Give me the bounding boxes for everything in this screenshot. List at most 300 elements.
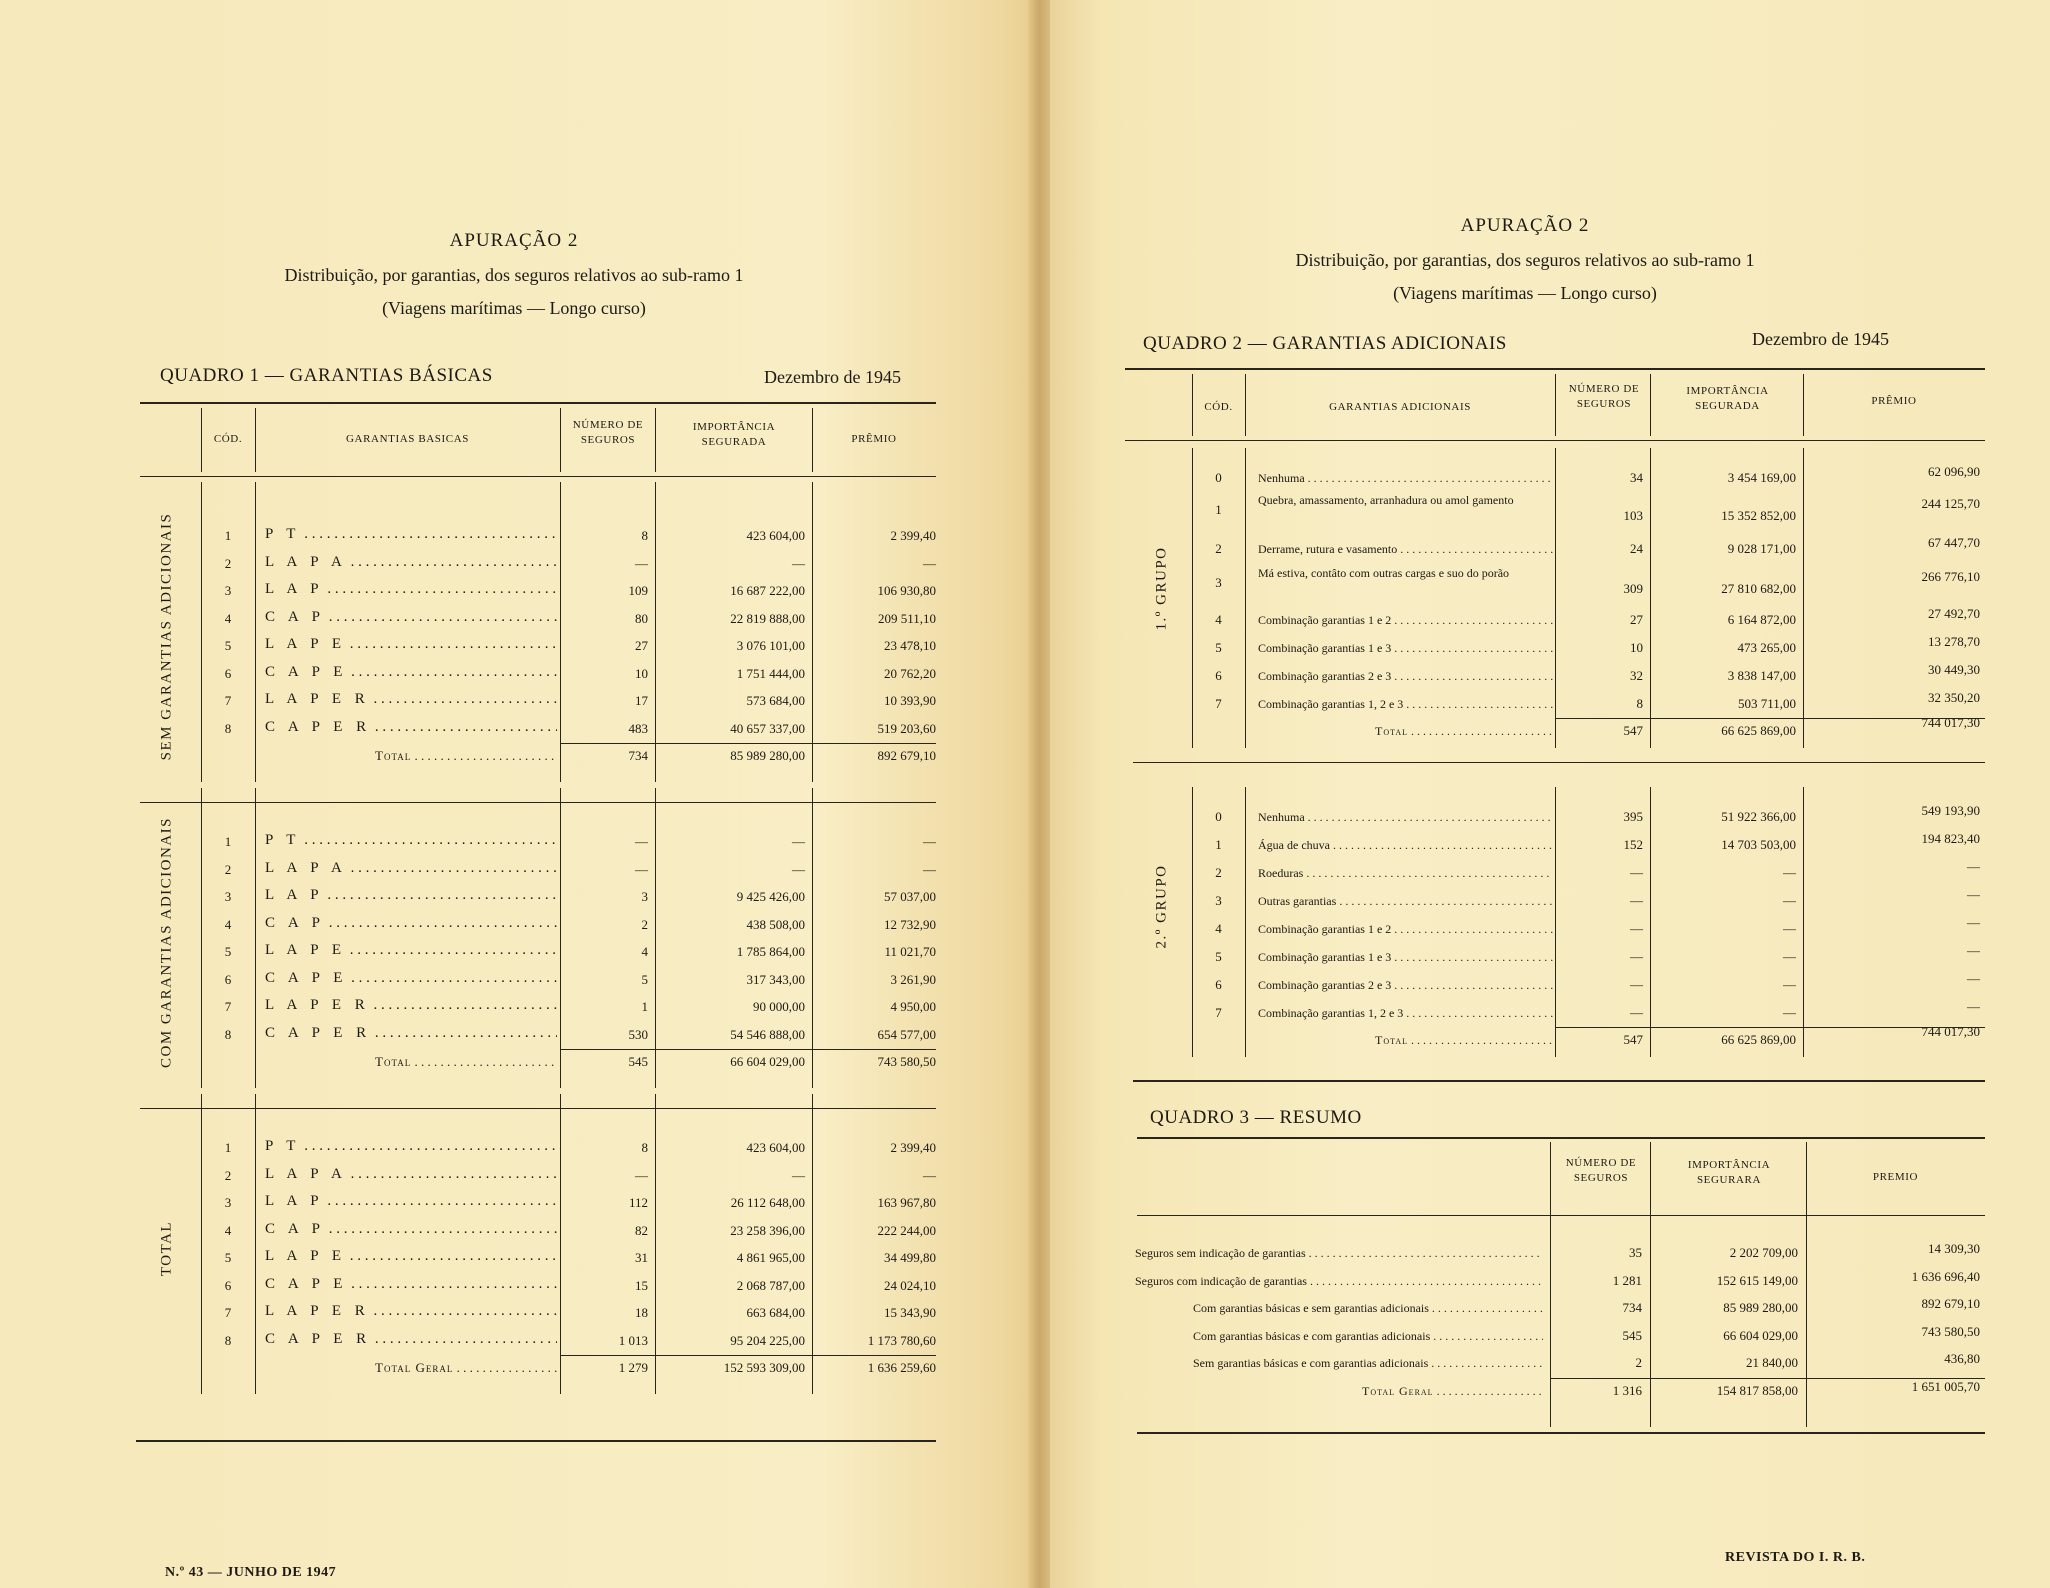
- row-premio: 27 492,70: [1928, 606, 1980, 621]
- col-header-cod: CÓD.: [1204, 401, 1233, 413]
- column-rule: [255, 482, 256, 782]
- row-garantia: L A P E . . .: [265, 1248, 557, 1264]
- summary-row-premio: 14 309,30: [1928, 1241, 1980, 1256]
- row-numero: —: [1630, 865, 1643, 880]
- table-title: QUADRO 2 — GARANTIAS ADICIONAIS: [1143, 333, 1507, 354]
- row-importancia: —: [792, 1167, 805, 1183]
- total-label: Total . . .: [375, 748, 557, 764]
- row-numero: 18: [635, 1305, 648, 1320]
- summary-total-numero: 1 316: [1612, 1383, 1642, 1398]
- summary-total-premio: 1 651 005,70: [1911, 1379, 1980, 1394]
- col-header-numero: NÚMERO DE SEGUROS: [572, 419, 644, 446]
- row-numero: 2: [641, 916, 648, 932]
- summary-row-importancia: 2 202 709,00: [1729, 1245, 1798, 1260]
- page-subtitle: Distribuição, por garantias, dos seguros relativos ao sub-ramo 1: [1295, 250, 1755, 270]
- column-rule: [812, 788, 813, 1088]
- summary-row-label: Com garantias básicas e sem garantias adicionais . . .: [1193, 1300, 1543, 1316]
- summary-col-premio: PREMIO: [1872, 1171, 1919, 1183]
- row-garantia: Roeduras . . .: [1258, 865, 1553, 881]
- row-garantia: C A P E R . . .: [265, 719, 557, 735]
- row-importancia: 14 703 503,00: [1721, 837, 1796, 852]
- column-rule: [560, 788, 561, 1088]
- row-numero: 1 013: [618, 1332, 648, 1348]
- row-premio: 266 776,10: [1921, 569, 1980, 584]
- row-code: 2: [1215, 541, 1222, 556]
- row-numero: 15: [635, 1277, 648, 1293]
- column-rule: [560, 1094, 561, 1394]
- row-premio: —: [1967, 971, 1980, 986]
- column-rule: [1245, 787, 1246, 1057]
- row-code: 4: [1215, 921, 1222, 936]
- row-premio: 4 950,00: [890, 999, 936, 1014]
- row-code: 1: [224, 834, 232, 849]
- row-code: 0: [1215, 470, 1222, 485]
- row-garantia: Má estiva, contâto com outras cargas e suo do porão: [1258, 566, 1510, 580]
- table-top-rule: [140, 402, 936, 404]
- col-header-garantias: GARANTIAS BASICAS: [346, 433, 469, 445]
- row-code: 1: [1215, 502, 1222, 517]
- summary-row-numero: 2: [1635, 1355, 1642, 1370]
- total-label: Total . . .: [1375, 723, 1553, 739]
- row-importancia: 27 810 682,00: [1721, 581, 1796, 596]
- row-code: 7: [1215, 1005, 1222, 1020]
- row-numero: —: [635, 1167, 648, 1183]
- column-rule: [201, 788, 202, 1088]
- row-numero: 1: [641, 999, 648, 1014]
- row-premio: 32 350,20: [1928, 690, 1980, 705]
- row-premio: 222 244,00: [877, 1222, 936, 1238]
- row-garantia: C A P E . . .: [265, 664, 557, 680]
- row-code: 8: [224, 1332, 232, 1348]
- total-importancia: 66 625 869,00: [1721, 1032, 1796, 1047]
- row-garantia: C A P . . .: [265, 609, 557, 625]
- row-code: 7: [224, 693, 232, 708]
- row-code: 8: [224, 1026, 232, 1042]
- row-code: 6: [224, 971, 232, 987]
- book-gutter: [1028, 0, 1050, 1588]
- row-premio: —: [923, 861, 936, 877]
- row-garantia: C A P E R . . .: [265, 1331, 557, 1347]
- row-importancia: 438 508,00: [746, 916, 805, 932]
- total-premio: 892 679,10: [877, 748, 936, 763]
- row-garantia: Derrame, rutura e vasamento . . .: [1258, 541, 1553, 557]
- row-numero: 8: [641, 528, 648, 543]
- row-premio: 57 037,00: [884, 889, 936, 904]
- summary-row-premio: 743 580,50: [1921, 1324, 1980, 1339]
- row-importancia: —: [1783, 949, 1796, 964]
- row-importancia: 40 657 337,00: [730, 720, 805, 736]
- row-premio: 3 261,90: [890, 971, 936, 987]
- row-garantia: P T . . .: [265, 832, 557, 848]
- row-code: 5: [1215, 949, 1222, 964]
- row-code: 2: [224, 861, 232, 877]
- col-header-importancia: IMPORTÂNCIA SEGURADA: [692, 421, 776, 448]
- section-separator: [1133, 762, 1985, 763]
- table-top-rule: [1125, 368, 1985, 370]
- row-numero: 10: [635, 665, 648, 681]
- total-numero: 547: [1623, 723, 1643, 738]
- row-code: 4: [224, 916, 232, 932]
- summary-row-label: Seguros sem indicação de garantias . . .: [1135, 1245, 1543, 1261]
- row-code: 4: [1215, 612, 1222, 627]
- summary-col-numero: NÚMERO DE SEGUROS: [1565, 1157, 1637, 1184]
- column-rule: [255, 788, 256, 1088]
- row-importancia: 23 258 396,00: [730, 1222, 805, 1238]
- row-numero: 4: [641, 944, 648, 959]
- total-premio: 744 017,30: [1921, 715, 1980, 730]
- row-importancia: 3 454 169,00: [1727, 470, 1796, 485]
- row-code: 7: [224, 999, 232, 1014]
- row-numero: 34: [1630, 470, 1643, 485]
- table-header-rule: [140, 476, 936, 477]
- row-numero: 530: [628, 1026, 648, 1042]
- row-code: 4: [224, 1222, 232, 1238]
- row-numero: —: [635, 834, 648, 849]
- table-bottom-rule: [1133, 1080, 1985, 1082]
- row-numero: —: [635, 861, 648, 877]
- col-header-premio: PRÊMIO: [1871, 395, 1917, 407]
- summary-row-numero: 35: [1629, 1245, 1642, 1260]
- row-importancia: 51 922 366,00: [1721, 809, 1796, 824]
- row-numero: 112: [628, 1195, 648, 1210]
- total-premio: 743 580,50: [877, 1054, 936, 1069]
- total-numero: 545: [628, 1054, 648, 1069]
- row-importancia: 9 425 426,00: [736, 889, 805, 904]
- row-numero: —: [1630, 921, 1643, 936]
- summary-table-title: QUADRO 3 — RESUMO: [1150, 1107, 1362, 1128]
- summary-col-importancia: IMPORTÂNCIA SEGURARA: [1687, 1159, 1771, 1186]
- row-code: 3: [1215, 575, 1222, 590]
- page-subtitle-2: (Viagens marítimas — Longo curso): [1393, 283, 1657, 303]
- row-premio: —: [923, 555, 936, 571]
- row-garantia: Combinação garantias 2 e 3 . . .: [1258, 668, 1553, 684]
- section-separator: [140, 802, 936, 803]
- row-code: 3: [1215, 893, 1222, 908]
- total-rule: [560, 743, 936, 744]
- row-importancia: 95 204 225,00: [730, 1332, 805, 1348]
- table-header-rule: [1125, 440, 1985, 441]
- row-importancia: 6 164 872,00: [1727, 612, 1796, 627]
- summary-total-importancia: 154 817 858,00: [1716, 1383, 1798, 1398]
- row-code: 0: [1215, 809, 1222, 824]
- row-code: 4: [224, 610, 232, 626]
- row-numero: —: [635, 555, 648, 571]
- row-garantia: C A P . . .: [265, 1221, 557, 1237]
- page-subtitle: Distribuição, por garantias, dos seguros relativos ao sub-ramo 1: [284, 265, 744, 285]
- row-code: 2: [224, 555, 232, 571]
- row-garantia: L A P E R . . .: [265, 691, 557, 707]
- column-rule: [1245, 448, 1246, 748]
- row-numero: 31: [635, 1250, 648, 1265]
- row-garantia: L A P A . . .: [265, 860, 557, 876]
- row-garantia: L A P . . .: [265, 581, 557, 597]
- row-code: 1: [1215, 837, 1222, 852]
- col-header-premio: PRÊMIO: [851, 433, 897, 445]
- group-label: COM GARANTIAS ADICIONAIS: [158, 817, 175, 1069]
- row-importancia: 15 352 852,00: [1721, 508, 1796, 523]
- row-code: 5: [224, 944, 232, 959]
- group-label: SEM GARANTIAS ADICIONAIS: [158, 512, 175, 761]
- page-subtitle-2: (Viagens marítimas — Longo curso): [382, 298, 646, 318]
- row-code: 6: [1215, 977, 1222, 992]
- row-importancia: 1 751 444,00: [736, 665, 805, 681]
- table-title: QUADRO 1 — GARANTIAS BÁSICAS: [160, 365, 493, 386]
- summary-total-label: Total Geral . . .: [1362, 1383, 1542, 1399]
- row-garantia: C A P E . . .: [265, 1276, 557, 1292]
- row-garantia: Combinação garantias 2 e 3 . . .: [1258, 977, 1553, 993]
- col-header-importancia: IMPORTÂNCIA SEGURADA: [1686, 385, 1769, 412]
- column-rule: [255, 1094, 256, 1394]
- row-importancia: 3 838 147,00: [1727, 668, 1796, 683]
- row-garantia: Combinação garantias 1 e 3 . . .: [1258, 640, 1553, 656]
- row-code: 3: [224, 1195, 232, 1210]
- row-importancia: 54 546 888,00: [730, 1026, 805, 1042]
- total-label: Total Geral . . .: [375, 1360, 557, 1376]
- row-code: 2: [224, 1167, 232, 1183]
- row-code: 8: [224, 720, 232, 736]
- row-code: 1: [224, 1140, 232, 1155]
- page-footer: N.º 43 — JUNHO DE 1947: [165, 1565, 337, 1580]
- row-importancia: —: [1783, 893, 1796, 908]
- row-premio: 2 399,40: [890, 1140, 936, 1155]
- total-premio: 744 017,30: [1921, 1024, 1980, 1039]
- summary-row-label: Sem garantias básicas e com garantias adicionais . . .: [1193, 1355, 1543, 1371]
- row-garantia: C A P E R . . .: [265, 1025, 557, 1041]
- row-importancia: 4 861 965,00: [736, 1250, 805, 1265]
- row-garantia: L A P . . .: [265, 1193, 557, 1209]
- row-code: 5: [224, 638, 232, 653]
- summary-row-premio: 436,80: [1944, 1351, 1980, 1366]
- column-rule: [201, 482, 202, 782]
- row-garantia: Nenhuma . . .: [1258, 470, 1553, 486]
- row-importancia: 22 819 888,00: [730, 610, 805, 626]
- row-code: 3: [224, 583, 232, 598]
- row-garantia: Combinação garantias 1, 2 e 3 . . .: [1258, 1005, 1553, 1021]
- total-importancia: 66 604 029,00: [730, 1054, 805, 1069]
- total-numero: 547: [1623, 1032, 1643, 1047]
- row-importancia: 423 604,00: [746, 1140, 805, 1155]
- row-garantia: L A P E R . . .: [265, 997, 557, 1013]
- row-numero: 152: [1623, 837, 1643, 852]
- row-garantia: Combinação garantias 1, 2 e 3 . . .: [1258, 696, 1553, 712]
- column-rule: [201, 1094, 202, 1394]
- row-premio: 12 732,90: [884, 916, 936, 932]
- row-numero: 80: [635, 610, 648, 626]
- row-numero: 27: [1630, 612, 1643, 627]
- row-importancia: 2 068 787,00: [736, 1277, 805, 1293]
- summary-row-premio: 892 679,10: [1921, 1296, 1980, 1311]
- row-numero: 27: [635, 638, 648, 653]
- total-label: Total . . .: [1375, 1032, 1553, 1048]
- column-rule: [812, 1094, 813, 1394]
- row-importancia: —: [1783, 921, 1796, 936]
- row-garantia: L A P E . . .: [265, 942, 557, 958]
- total-premio: 1 636 259,60: [867, 1360, 936, 1375]
- row-premio: —: [1967, 943, 1980, 958]
- group-label: TOTAL: [158, 1220, 175, 1277]
- column-rule: [560, 482, 561, 782]
- summary-row-importancia: 85 989 280,00: [1723, 1300, 1798, 1315]
- row-importancia: —: [1783, 977, 1796, 992]
- row-premio: —: [923, 834, 936, 849]
- total-label: Total . . .: [375, 1054, 557, 1070]
- row-importancia: 3 076 101,00: [736, 638, 805, 653]
- row-numero: 24: [1630, 541, 1643, 556]
- row-premio: 67 447,70: [1928, 535, 1980, 550]
- column-rule: [655, 788, 656, 1088]
- row-garantia: L A P . . .: [265, 887, 557, 903]
- row-garantia: Combinação garantias 1 e 2 . . .: [1258, 612, 1553, 628]
- total-numero: 734: [628, 748, 648, 763]
- row-numero: 103: [1623, 508, 1643, 523]
- row-premio: 13 278,70: [1928, 634, 1980, 649]
- summary-row-numero: 1 281: [1612, 1273, 1642, 1288]
- summary-row-label: Seguros com indicação de garantias . . .: [1135, 1273, 1543, 1289]
- table-bottom-rule: [136, 1440, 936, 1442]
- row-premio: 1 173 780,60: [867, 1332, 936, 1348]
- column-rule: [812, 482, 813, 782]
- summary-row-importancia: 66 604 029,00: [1723, 1328, 1798, 1343]
- row-importancia: 423 604,00: [746, 528, 805, 543]
- row-importancia: 16 687 222,00: [730, 583, 805, 598]
- total-rule: [560, 1355, 936, 1356]
- row-premio: —: [923, 1167, 936, 1183]
- row-importancia: 26 112 648,00: [730, 1195, 805, 1210]
- row-premio: 209 511,10: [877, 610, 936, 626]
- summary-row-importancia: 21 840,00: [1746, 1355, 1798, 1370]
- row-code: 1: [224, 528, 232, 543]
- total-importancia: 66 625 869,00: [1721, 723, 1796, 738]
- row-garantia: L A P A . . .: [265, 554, 557, 570]
- total-rule: [560, 1049, 936, 1050]
- row-garantia: Água de chuva . . .: [1258, 837, 1553, 853]
- row-numero: 3: [641, 889, 648, 904]
- column-rule: [655, 1094, 656, 1394]
- page-footer: REVISTA DO I. R. B.: [1725, 1550, 1866, 1565]
- row-code: 5: [1215, 640, 1222, 655]
- row-garantia: L A P E R . . .: [265, 1303, 557, 1319]
- page-heading: APURAÇÃO 2: [449, 230, 579, 251]
- row-code: 6: [224, 1277, 232, 1293]
- row-numero: 8: [1636, 696, 1643, 711]
- row-garantia: P T . . .: [265, 526, 557, 542]
- row-numero: 32: [1630, 668, 1643, 683]
- row-numero: —: [1630, 1005, 1643, 1020]
- row-importancia: 663 684,00: [746, 1305, 805, 1320]
- row-garantia: C A P . . .: [265, 915, 557, 931]
- row-numero: 17: [635, 693, 648, 708]
- col-header-garantias: GARANTIAS ADICIONAIS: [1329, 401, 1471, 413]
- summary-row-numero: 734: [1622, 1300, 1642, 1315]
- row-premio: 15 343,90: [884, 1305, 936, 1320]
- total-importancia: 85 989 280,00: [730, 748, 805, 763]
- row-garantia: Quebra, amassamento, arranhadura ou amol gamento: [1258, 493, 1514, 507]
- row-importancia: —: [792, 834, 805, 849]
- row-code: 6: [224, 665, 232, 681]
- row-premio: —: [1967, 859, 1980, 874]
- row-numero: 483: [628, 720, 648, 736]
- total-importancia: 152 593 309,00: [723, 1360, 805, 1375]
- row-garantia: L A P A . . .: [265, 1166, 557, 1182]
- col-header-numero: NÚMERO DE SEGUROS: [1568, 383, 1640, 410]
- row-garantia: Combinação garantias 1 e 2 . . .: [1258, 921, 1553, 937]
- page-heading: APURAÇÃO 2: [1460, 215, 1590, 236]
- row-premio: 34 499,80: [884, 1250, 936, 1265]
- right-page: [1050, 0, 2050, 1588]
- row-premio: 24 024,10: [884, 1277, 936, 1293]
- row-importancia: 1 785 864,00: [736, 944, 805, 959]
- row-importancia: 473 265,00: [1737, 640, 1796, 655]
- summary-row-numero: 545: [1622, 1328, 1642, 1343]
- group-label: 1.º GRUPO: [1153, 546, 1170, 631]
- row-garantia: P T . . .: [265, 1138, 557, 1154]
- row-premio: 244 125,70: [1921, 496, 1980, 511]
- row-premio: 30 449,30: [1928, 662, 1980, 677]
- row-numero: 5: [641, 971, 648, 987]
- summary-row-importancia: 152 615 149,00: [1716, 1273, 1798, 1288]
- row-garantia: Outras garantias . . .: [1258, 893, 1553, 909]
- row-premio: —: [1967, 887, 1980, 902]
- section-separator: [140, 1108, 936, 1109]
- row-importancia: 573 684,00: [746, 693, 805, 708]
- column-rule: [655, 482, 656, 782]
- row-numero: 309: [1623, 581, 1643, 596]
- table-date: Dezembro de 1945: [764, 367, 901, 387]
- row-code: 6: [1215, 668, 1222, 683]
- row-importancia: 503 711,00: [1737, 696, 1796, 711]
- row-numero: —: [1630, 893, 1643, 908]
- row-premio: —: [1967, 999, 1980, 1014]
- row-importancia: —: [1783, 1005, 1796, 1020]
- row-premio: —: [1967, 915, 1980, 930]
- row-premio: 163 967,80: [877, 1195, 936, 1210]
- row-code: 5: [224, 1250, 232, 1265]
- row-numero: 395: [1623, 809, 1643, 824]
- row-premio: 549 193,90: [1921, 803, 1980, 818]
- summary-row-label: Com garantias básicas e com garantias adicionais . . .: [1193, 1328, 1543, 1344]
- summary-header-rule: [1137, 1215, 1985, 1216]
- row-numero: 109: [628, 583, 648, 598]
- row-premio: 11 021,70: [884, 944, 936, 959]
- row-premio: 194 823,40: [1921, 831, 1980, 846]
- table-date: Dezembro de 1945: [1752, 329, 1889, 349]
- row-importancia: 9 028 171,00: [1727, 541, 1796, 556]
- row-premio: 519 203,60: [877, 720, 936, 736]
- total-numero: 1 279: [618, 1360, 648, 1375]
- row-code: 2: [1215, 865, 1222, 880]
- row-importancia: —: [792, 861, 805, 877]
- row-premio: 62 096,90: [1928, 464, 1980, 479]
- row-garantia: Nenhuma . . .: [1258, 809, 1553, 825]
- row-garantia: L A P E . . .: [265, 636, 557, 652]
- row-premio: 654 577,00: [877, 1026, 936, 1042]
- row-code: 3: [224, 889, 232, 904]
- row-numero: —: [1630, 949, 1643, 964]
- summary-row-premio: 1 636 696,40: [1911, 1269, 1980, 1284]
- row-premio: 23 478,10: [884, 638, 936, 653]
- row-numero: —: [1630, 977, 1643, 992]
- row-premio: 106 930,80: [877, 583, 936, 598]
- row-garantia: C A P E . . .: [265, 970, 557, 986]
- row-code: 7: [224, 1305, 232, 1320]
- row-importancia: 90 000,00: [753, 999, 805, 1014]
- summary-top-rule: [1137, 1137, 1985, 1139]
- row-numero: 82: [635, 1222, 648, 1238]
- row-premio: 2 399,40: [890, 528, 936, 543]
- col-header-cod: CÓD.: [213, 433, 243, 445]
- row-premio: 20 762,20: [884, 665, 936, 681]
- row-numero: 10: [1630, 640, 1643, 655]
